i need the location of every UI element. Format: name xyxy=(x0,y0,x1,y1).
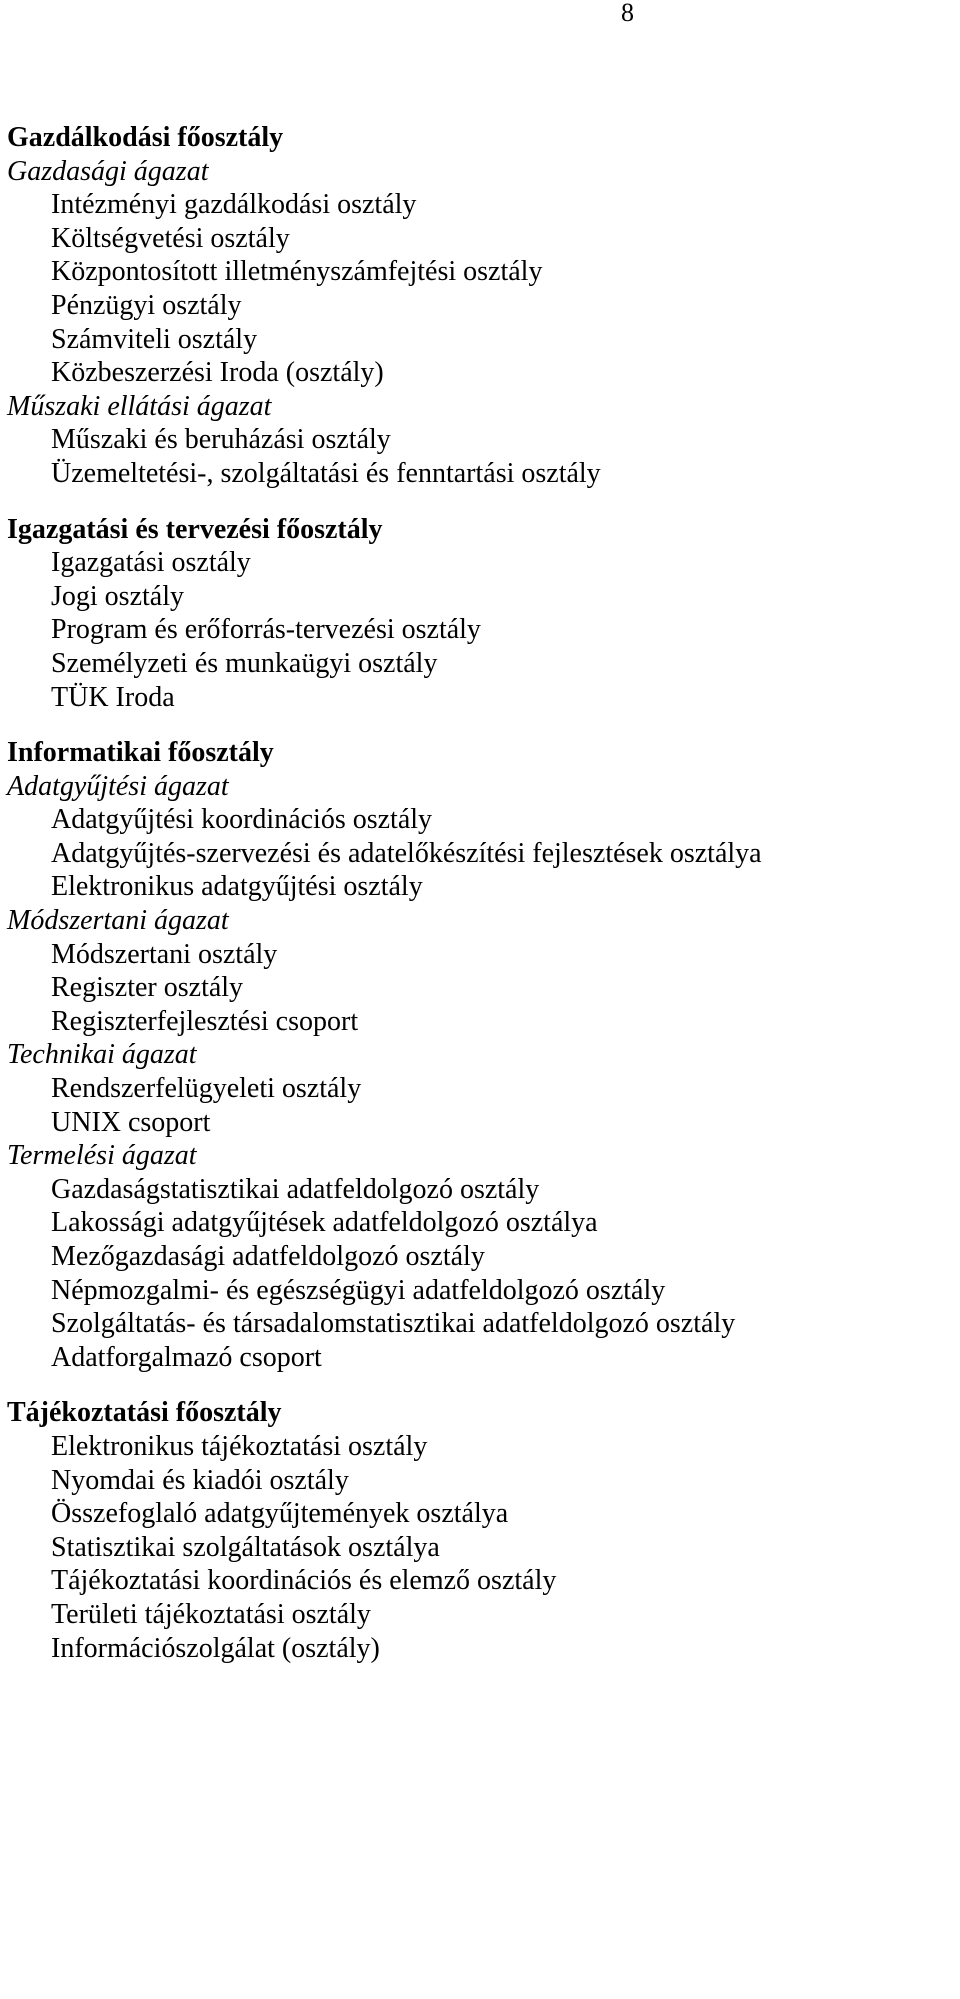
unit-item: Nyomdai és kiadói osztály xyxy=(51,1464,349,1496)
unit-item: Elektronikus tájékoztatási osztály xyxy=(51,1430,428,1462)
department-section xyxy=(7,121,952,491)
unit-item: Program és erőforrás-tervezési osztály xyxy=(51,614,481,646)
sector-heading: Adatgyűjtési ágazat xyxy=(7,770,229,802)
department-heading: Igazgatási és tervezési főosztály xyxy=(7,513,383,545)
unit-item: Közbeszerzési Iroda (osztály) xyxy=(51,357,384,389)
sector-heading: Műszaki ellátási ágazat xyxy=(7,390,272,422)
unit-item: Elektronikus adatgyűjtési osztály xyxy=(51,871,423,903)
sector-heading: Technikai ágazat xyxy=(7,1039,197,1071)
unit-item: Központosított illetményszámfejtési osztály xyxy=(51,256,543,288)
unit-item: Jogi osztály xyxy=(51,580,184,612)
unit-item: Adatgyűjtési koordinációs osztály xyxy=(51,804,433,836)
unit-item: Regiszter osztály xyxy=(51,972,244,1004)
unit-item: Népmozgalmi- és egészségügyi adatfeldolgozó osztály xyxy=(51,1274,666,1306)
department-section xyxy=(7,1396,952,1665)
department-section xyxy=(7,736,952,1374)
unit-item: Adatforgalmazó csoport xyxy=(51,1341,322,1373)
department-heading: Informatikai főosztály xyxy=(7,737,274,769)
unit-item: Igazgatási osztály xyxy=(51,547,251,579)
unit-item: Üzemeltetési-, szolgáltatási és fenntartási osztály xyxy=(51,457,601,489)
department-heading: Gazdálkodási főosztály xyxy=(7,122,284,153)
unit-item: Módszertani osztály xyxy=(51,938,278,970)
department-heading: Tájékoztatási főosztály xyxy=(7,1397,282,1429)
sector-heading: Termelési ágazat xyxy=(7,1140,197,1172)
unit-item: Műszaki és beruházási osztály xyxy=(51,424,391,456)
unit-item: Költségvetési osztály xyxy=(51,222,290,254)
unit-item: Számviteli osztály xyxy=(51,323,258,355)
unit-item: Személyzeti és munkaügyi osztály xyxy=(51,647,438,679)
unit-item: UNIX csoport xyxy=(51,1106,211,1138)
sector-heading: Módszertani ágazat xyxy=(7,905,229,937)
unit-item: Területi tájékoztatási osztály xyxy=(51,1598,371,1630)
unit-item: Statisztikai szolgáltatások osztálya xyxy=(51,1531,440,1563)
unit-item: Pénzügyi osztály xyxy=(51,289,242,321)
org-structure-list xyxy=(7,121,952,1665)
unit-item: Összefoglaló adatgyűjtemények osztálya xyxy=(51,1498,509,1530)
unit-item: Intézményi gazdálkodási osztály xyxy=(51,189,417,221)
unit-item: Gazdaságstatisztikai adatfeldolgozó osztály xyxy=(51,1173,540,1205)
page-number: 8 xyxy=(621,0,634,27)
sector-heading: Gazdasági ágazat xyxy=(7,155,209,187)
unit-item: Lakossági adatgyűjtések adatfeldolgozó osztálya xyxy=(51,1207,598,1239)
unit-item: TÜK Iroda xyxy=(51,681,175,713)
unit-item: Szolgáltatás- és társadalomstatisztikai adatfeldolgozó osztály xyxy=(51,1308,736,1340)
unit-item: Tájékoztatási koordinációs és elemző osztály xyxy=(51,1565,557,1597)
unit-item: Regiszterfejlesztési csoport xyxy=(51,1005,359,1037)
unit-item: Rendszerfelügyeleti osztály xyxy=(51,1073,362,1105)
unit-item: Információszolgálat (osztály) xyxy=(51,1632,380,1664)
unit-item: Adatgyűjtés-szervezési és adatelőkészítési fejlesztések osztálya xyxy=(51,837,762,869)
department-section xyxy=(7,513,952,715)
unit-item: Mezőgazdasági adatfeldolgozó osztály xyxy=(51,1241,485,1272)
